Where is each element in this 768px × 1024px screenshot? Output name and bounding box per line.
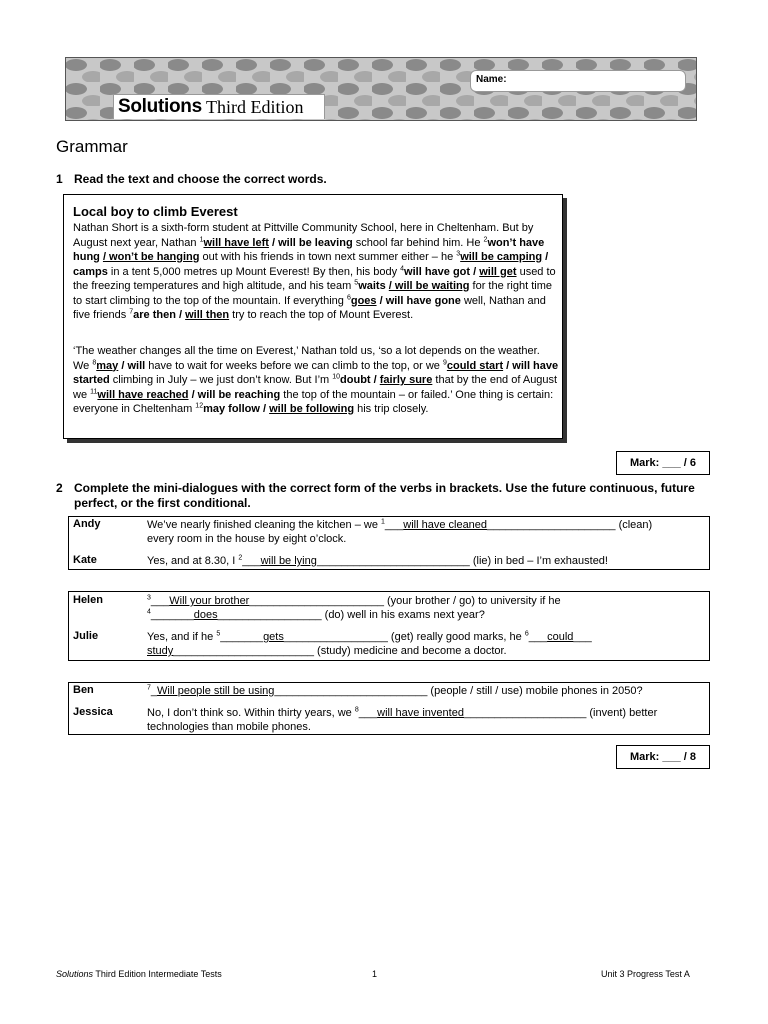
answer-5: gets <box>263 631 284 643</box>
book-title-bold: Solutions <box>118 96 202 117</box>
answer-3: Will your brother <box>169 595 250 607</box>
dialogue-line-5: $^7$_Will people still be using_________________________ (people / still / use) mobile phones in 2050? <box>147 684 643 697</box>
mark-box-q2: Mark: ___ / 8 <box>616 745 710 769</box>
answer-8: will have invented <box>377 707 464 719</box>
reading-paragraph-2: ‘The weather changes all the time on Everest,’ Nathan told us, ‘so a lot depends on the weather. We $^8$may / will have to wait for weeks before we can climb to the top, or we $^9$could start / will have started climbing in July – we just don’t know. But I’m $^{10}$doubt / fairly sure that by the end of August we $^{11}$will have reached / will be reaching the top of the mountain – or failed.’ One thing is certain: everyone in Cheltenham $^{12}$may follow / will be following his trip closely. <box>73 345 559 415</box>
question-instruction-1: Read the text and choose the correct words. <box>74 172 327 186</box>
reading-paragraph-1: Nathan Short is a sixth-form student at Pittville Community School, here in Cheltenham. But by August next year, Nathan $^1$will have left / will be leaving school far behind him. He $^2$won’t have hung / won’t be hanging out with his friends in town next summer either – he $^3$will be camping / camps in a tent 5,000 metres up Mount Everest! By then, his body $^4$will have got / will get used to the freezing temperatures and high altitude, and his team $^5$waits / will be waiting for the right time to start climbing to the top of the mountain. If everything $^6$goes / will have gone well, Nathan and five friends $^7$are then / will then try to reach the top of Mount Everest. <box>73 222 556 321</box>
book-title-regular: Third Edition <box>206 97 304 117</box>
answer-4: does <box>193 609 218 621</box>
answer-6b: study <box>147 645 174 657</box>
speaker-julie: Julie <box>73 630 99 642</box>
question-number-2: 2 <box>56 481 63 495</box>
question-number-1: 1 <box>56 172 63 186</box>
footer-series: Solutions <box>56 969 94 979</box>
mark-box-q1: Mark: ___ / 6 <box>616 451 710 475</box>
answer-1: will have cleaned <box>403 519 488 531</box>
footer-right: Unit 3 Progress Test A <box>601 969 690 979</box>
speaker-andy: Andy <box>73 518 101 530</box>
dialogue-line-2: Yes, and at 8.30, I $^2$___will be lying_________________________ (lie) in bed – I’m exhausted! <box>147 554 608 567</box>
answer-6a: could <box>547 631 574 643</box>
dialogue-line-4: Yes, and if he $^5$_______gets_________________ (get) really good marks, he $^6$___could___ study_______________________ (study) medicine and become a doctor. <box>147 630 592 657</box>
answer-7: Will people still be using <box>157 685 275 697</box>
dialogue-line-6: No, I don’t think so. Within thirty years, we $^8$___will have invented____________________ (invent) better technologies than mobile phones. <box>147 706 658 733</box>
speaker-ben: Ben <box>73 684 94 696</box>
question-instruction-2: Complete the mini-dialogues with the correct form of the verbs in brackets. Use the future continuous, future perfect, or the first conditional. <box>74 481 695 510</box>
page-number: 1 <box>372 969 378 979</box>
dialogue-line-1: We’ve nearly finished cleaning the kitchen – we $^1$___will have cleaned_____________________ (clean) every room in the house by eight o’clock. <box>147 518 653 545</box>
speaker-jessica: Jessica <box>73 706 113 718</box>
name-label: Name: <box>476 74 507 85</box>
speaker-helen: Helen <box>73 594 103 606</box>
section-title: Grammar <box>56 137 128 156</box>
answer-2: will be lying <box>260 555 317 567</box>
footer-book: Third Edition Intermediate Tests <box>93 969 222 979</box>
reading-title: Local boy to climb Everest <box>73 204 238 219</box>
speaker-kate: Kate <box>73 554 97 566</box>
dialogue-line-3: $^3$___Will your brother______________________ (your brother / go) to university if he $^4$_______does_________________ (do) well in his exams next year? <box>147 594 561 621</box>
footer-left <box>56 969 222 979</box>
